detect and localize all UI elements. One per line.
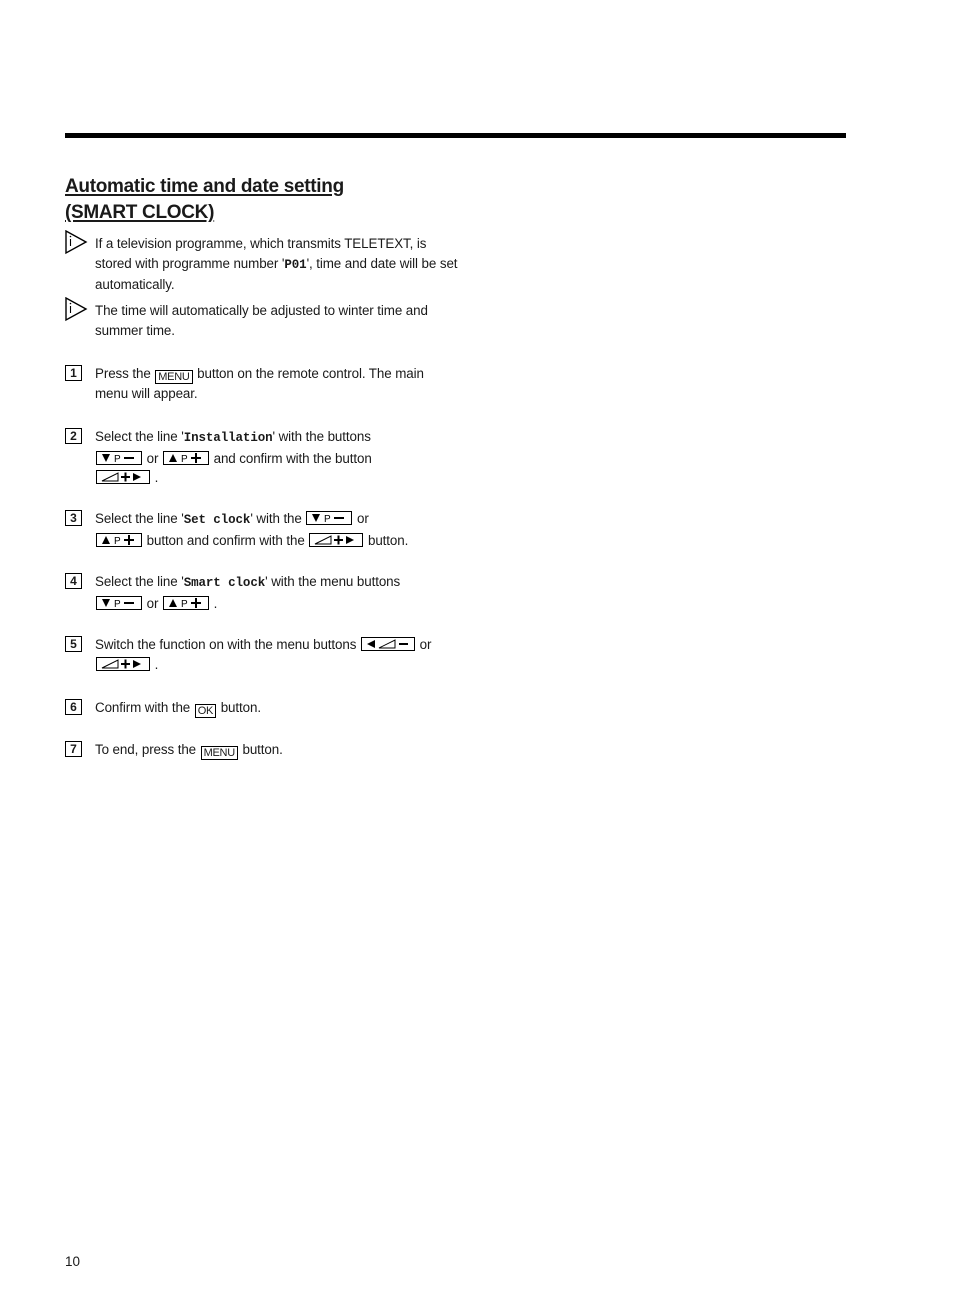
step-number-2: 2 <box>65 428 82 444</box>
p-minus-key-icon <box>306 511 352 525</box>
step-2: Select the line 'Installation' with the buttons P or P and confirm with the button . <box>95 429 372 485</box>
p-plus-key-icon <box>163 596 209 610</box>
menu-key: MENU <box>201 746 238 760</box>
step-6: Confirm with the OK button. <box>95 700 261 717</box>
step-5: Switch the function on with the menu buttons or . <box>95 637 432 672</box>
note-winter-summer-time: The time will automatically be adjusted to winter time and summer time. <box>95 303 428 338</box>
step-number-4: 4 <box>65 573 82 589</box>
step-7: To end, press the MENU button. <box>95 742 283 759</box>
menu-line-installation: Installation <box>183 431 273 445</box>
p-plus-key-icon <box>96 533 142 547</box>
svg-text:P: P <box>180 453 188 464</box>
step-number-1: 1 <box>65 365 82 381</box>
programme-number: P01 <box>284 257 307 272</box>
menu-line-smart-clock: Smart clock <box>183 576 266 590</box>
step-1: Press the MENU button on the remote control. The main menu will appear. <box>95 366 424 401</box>
volume-plus-right-key-icon <box>309 533 363 547</box>
step-number-5: 5 <box>65 636 82 652</box>
info-icon <box>65 297 89 323</box>
svg-text:P: P <box>324 514 331 524</box>
volume-plus-right-key-icon <box>96 657 150 671</box>
p-plus-key-icon <box>163 451 209 465</box>
p-minus-key-icon <box>96 596 142 610</box>
step-4: Select the line 'Smart clock' with the menu buttons P or P . <box>95 574 401 611</box>
title-line-2: (SMART CLOCK) <box>65 202 215 223</box>
note-teletext: If a television programme, which transmits TELETEXT, is stored with programme number 'P01', time and date will be set automatically. <box>95 236 458 292</box>
p-minus-key-icon <box>96 451 142 465</box>
page-title <box>65 174 344 226</box>
left-volume-minus-key-icon <box>361 637 415 651</box>
menu-key: MENU <box>155 370 192 384</box>
title-line-1: Automatic time and date setting <box>65 176 344 197</box>
menu-line-set-clock: Set clock <box>183 513 251 527</box>
page-number: 10 <box>65 1254 81 1269</box>
step-number-7: 7 <box>65 741 82 757</box>
ok-key: OK <box>195 704 216 718</box>
info-icon <box>65 230 89 256</box>
svg-text:P: P <box>180 598 188 609</box>
svg-text:P: P <box>114 598 121 609</box>
step-3: Select the line 'Set clock' with the P or P button and confirm with the button. <box>95 511 409 548</box>
svg-text:P: P <box>114 535 121 546</box>
volume-plus-right-key-icon <box>96 470 150 484</box>
svg-text:P: P <box>114 453 121 464</box>
step-number-3: 3 <box>65 510 82 526</box>
top-rule <box>65 133 846 138</box>
step-number-6: 6 <box>65 699 82 715</box>
